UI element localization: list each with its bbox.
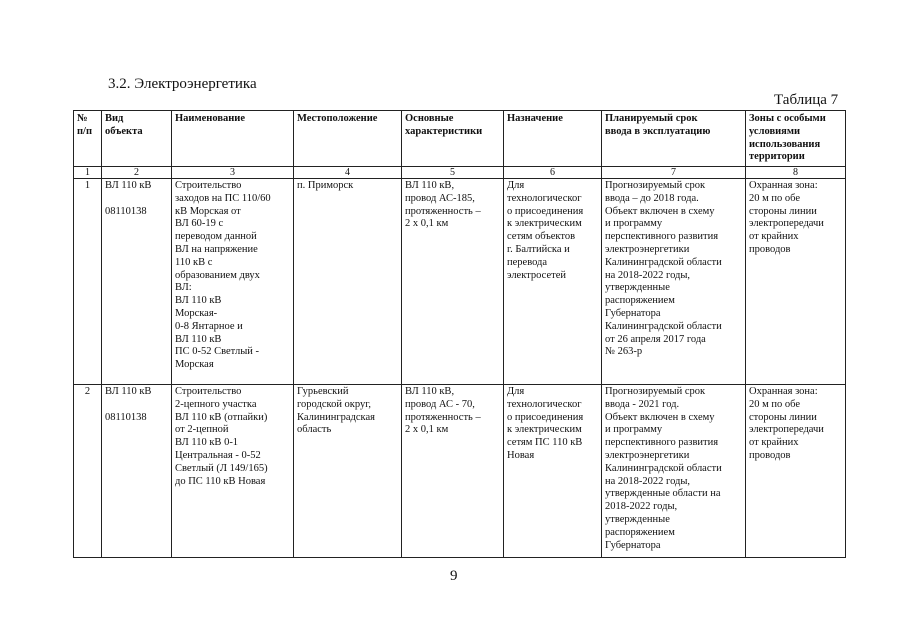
header-characteristics: Основные характеристики xyxy=(402,111,504,167)
table-row xyxy=(74,179,846,385)
special-zones: Охранная зона: 20 м по обе стороны линии электропередачи от крайних проводов xyxy=(746,179,846,385)
object-name: Строительство заходов на ПС 110/60 кВ Морская от ВЛ 60-19 с переводом данной ВЛ на напряжение 110 кВ с образованием двух ВЛ: ВЛ 110 кВ Морская- 0-8 Янтарное и ВЛ 110 кВ ПС 0-52 Светлый - Морская xyxy=(172,179,294,385)
object-purpose: Для технологическог о присоединения к электрическим сетям ПС 110 кВ Новая xyxy=(504,385,602,558)
object-type: ВЛ 110 кВ xyxy=(105,386,152,397)
row-number: 1 xyxy=(74,179,102,385)
header-location: Местоположение xyxy=(294,111,402,167)
header-object-type: Вид объекта xyxy=(102,111,172,167)
column-number: 5 xyxy=(402,167,504,179)
row-number: 2 xyxy=(74,385,102,558)
commission-term: Прогнозируемый срок ввода – до 2018 года. Объект включен в схему и программу перспективного развития электроэнергетики Калининградской области на 2018-2022 годы, утвержденные распоряжением Губернатора Калининградской области от 26 апреля 2017 года № 263-р xyxy=(602,179,746,385)
header-number: № п/п xyxy=(74,111,102,167)
header-special-zones: Зоны с особыми условиями использования территории xyxy=(746,111,846,167)
object-type-cell xyxy=(102,179,172,385)
object-code: 08110138 xyxy=(105,205,147,217)
section-title: 3.2. Электроэнергетика xyxy=(108,76,257,92)
column-number: 7 xyxy=(602,167,746,179)
column-number: 8 xyxy=(746,167,846,179)
object-location: Гурьевский городской округ, Калининградская область xyxy=(294,385,402,558)
object-code: 08110138 xyxy=(105,411,147,423)
column-number-row xyxy=(74,167,846,179)
header-purpose: Назначение xyxy=(504,111,602,167)
column-number: 6 xyxy=(504,167,602,179)
header-name: Наименование xyxy=(172,111,294,167)
special-zones: Охранная зона: 20 м по обе стороны линии электропередачи от крайних проводов xyxy=(746,385,846,558)
column-number: 1 xyxy=(74,167,102,179)
power-objects-table xyxy=(73,110,846,558)
table-row xyxy=(74,385,846,558)
object-type-cell xyxy=(102,385,172,558)
column-number: 2 xyxy=(102,167,172,179)
commission-term: Прогнозируемый срок ввода - 2021 год. Объект включен в схему и программу перспективного развития электроэнергетики Калининградской области на 2018-2022 годы, утвержденные области на 2018-2022 годы, утвержденные распоряжением Губернатора xyxy=(602,385,746,558)
column-number: 4 xyxy=(294,167,402,179)
header-commission-term: Планируемый срок ввода в эксплуатацию xyxy=(602,111,746,167)
page-number: 9 xyxy=(450,568,458,584)
object-characteristics: ВЛ 110 кВ, провод АС - 70, протяженность – 2 х 0,1 км xyxy=(402,385,504,558)
table-label: Таблица 7 xyxy=(774,92,839,108)
object-purpose: Для технологическог о присоединения к электрическим сетям объектов г. Балтийска и перевода электросетей xyxy=(504,179,602,385)
column-number: 3 xyxy=(172,167,294,179)
object-characteristics: ВЛ 110 кВ, провод АС-185, протяженность – 2 х 0,1 км xyxy=(402,179,504,385)
header-row xyxy=(74,111,846,167)
object-name: Строительство 2-цепного участка ВЛ 110 кВ (отпайки) от 2-цепной ВЛ 110 кВ 0-1 Центральная - 0-52 Светлый (Л 149/165) до ПС 110 кВ Новая xyxy=(172,385,294,558)
object-location: п. Приморск xyxy=(294,179,402,385)
object-type: ВЛ 110 кВ xyxy=(105,180,152,191)
